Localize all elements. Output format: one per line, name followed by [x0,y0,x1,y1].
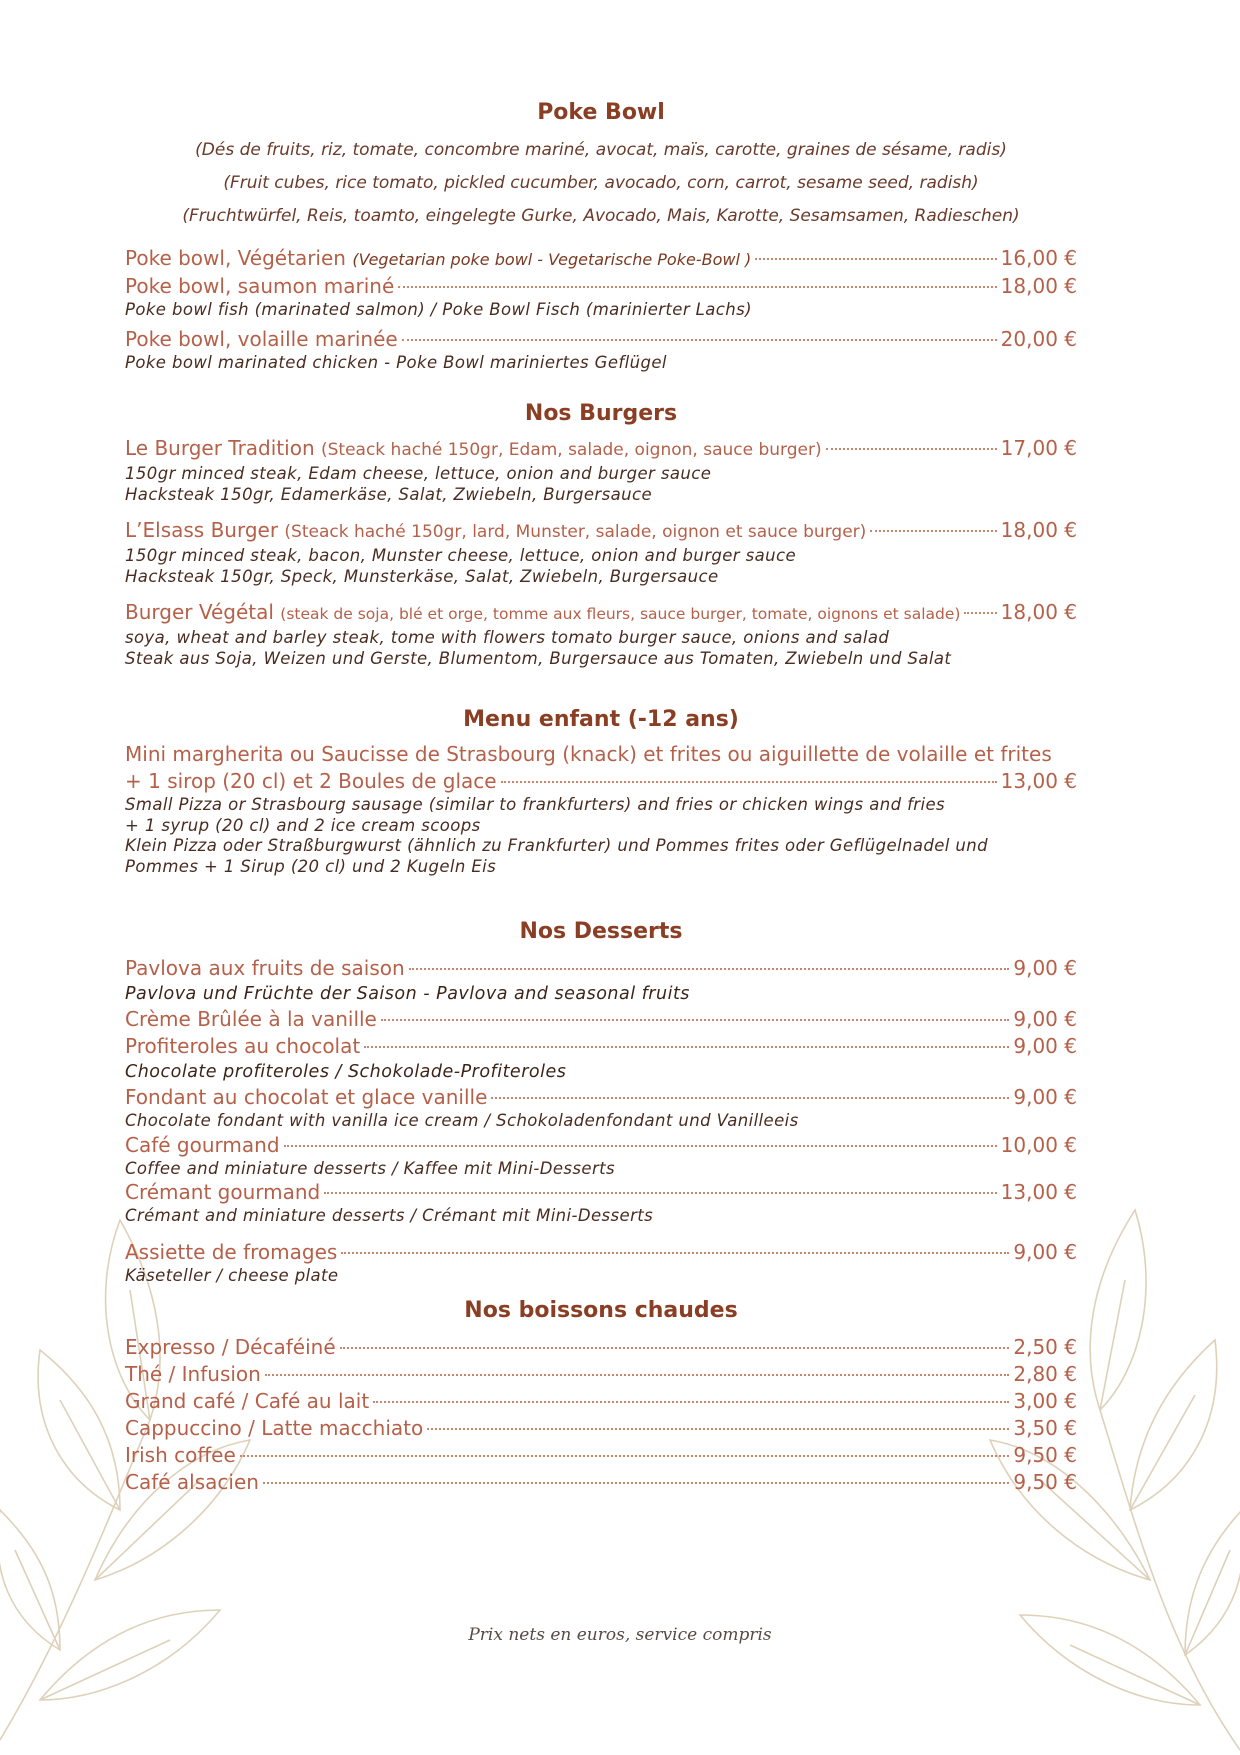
item-description: + 1 syrup (20 cl) and 2 ice cream scoops [125,815,481,835]
item-price: 10,00 € [1000,1132,1077,1157]
item-price: 3,50 € [1013,1416,1077,1440]
menu-item [125,245,1077,273]
item-price: 2,50 € [1013,1335,1077,1359]
item-name: Le Burger Tradition [125,436,315,460]
item-name: Crème Brûlée à la vanille [125,1007,377,1031]
item-name: Cappuccino / Latte macchiato [125,1416,424,1440]
item-name: Assiette de fromages [125,1239,338,1264]
menu-item [125,1006,1077,1033]
menu-item [125,1033,1077,1060]
kids-menu-line: Mini margherita ou Saucisse de Strasbourg (knack) et frites ou aiguillette de volaille et frites [125,742,1052,766]
leader-dots [324,1191,996,1194]
poke-intro-de: (Fruchtwürfel, Reis, toamto, eingelegte Gurke, Avocado, Mais, Karotte, Sesamsamen, Radieschen) [182,206,1020,226]
item-name: Café gourmand [125,1132,280,1157]
leader-dots [964,611,996,614]
item-name: Poke bowl, volaille marinée [125,326,398,351]
item-price: 13,00 € [1000,769,1077,793]
leader-dots [870,529,996,532]
menu-item [125,435,1077,464]
item-name: Expresso / Décaféiné [125,1335,336,1359]
item-name: Café alsacien [125,1470,259,1494]
item-description: Small Pizza or Strasbourg sausage (similar to frankfurters) and fries or chicken wings and fries [125,795,946,814]
item-price: 3,00 € [1013,1389,1077,1413]
item-price: 9,50 € [1013,1443,1077,1467]
menu-item [125,599,1077,628]
item-name: Irish coffee [125,1443,236,1467]
item-price: 18,00 € [1000,600,1077,624]
poke-intro-fr: (Dés de fruits, riz, tomate, concombre mariné, avocat, maïs, carotte, graines de sésame, radis) [195,140,1007,160]
item-price: 9,50 € [1013,1470,1077,1494]
leader-dots [501,780,997,783]
menu-item [125,1334,1077,1361]
item-description: Chocolate fondant with vanilla ice cream / Schokoladenfondant und Vanilleeis [125,1111,799,1130]
item-name: Crémant gourmand [125,1180,321,1204]
footer-note: Prix nets en euros, service compris [468,1625,772,1645]
item-price: 9,00 € [1013,956,1077,980]
section-title-kids-menu: Menu enfant (-12 ans) [463,707,739,732]
item-price: 9,00 € [1013,1239,1077,1264]
menu-item [125,1388,1077,1415]
menu-item [125,1179,1077,1206]
menu-item [125,326,1077,353]
leader-dots [427,1427,1009,1430]
leader-dots [340,1346,1010,1349]
poke-intro-en: (Fruit cubes, rice tomato, pickled cucumber, avocado, corn, carrot, sesame seed, radish) [223,173,979,193]
item-description: Poke bowl marinated chicken - Poke Bowl mariniertes Geflügel [125,352,667,372]
item-price: 17,00 € [1000,436,1077,460]
item-description: Pavlova und Früchte der Saison - Pavlova and seasonal fruits [125,984,690,1004]
menu-item [125,1361,1077,1388]
menu-item [125,768,1077,795]
item-subtitle: (Vegetarian poke bowl - Vegetarische Poke-Bowl ) [352,250,752,269]
leader-dots [284,1144,997,1147]
item-price: 16,00 € [1000,246,1077,270]
item-description: Pommes + 1 Sirup (20 cl) und 2 Kugeln Eis [125,856,497,876]
item-subtitle: (Steack haché 150gr, lard, Munster, salade, oignon et sauce burger) [284,522,867,542]
item-name: Pavlova aux fruits de saison [125,956,405,980]
item-name: Profiteroles au chocolat [125,1034,361,1058]
item-name: + 1 sirop (20 cl) et 2 Boules de glace [125,769,497,793]
item-description: 150gr minced steak, bacon, Munster cheese, lettuce, onion and burger sauce [125,546,797,565]
leader-dots [398,285,996,288]
leader-dots [381,1018,1010,1021]
section-title-hot-drinks: Nos boissons chaudes [464,1298,738,1323]
leader-dots [755,257,996,260]
section-title-burgers: Nos Burgers [524,401,678,426]
item-description: Klein Pizza oder Straßburgwurst (ähnlich zu Frankfurter) und Pommes frites oder Geflügelnadel und [125,836,988,855]
item-price: 9,00 € [1013,1085,1077,1109]
section-title-poke-bowl: Poke Bowl [537,100,665,125]
menu-item [125,517,1077,546]
item-description: soya, wheat and barley steak, tome with flowers tomato burger sauce, onions and salad [125,628,890,647]
menu-item [125,1442,1077,1469]
item-price: 9,00 € [1013,1007,1077,1031]
leader-dots [491,1096,1009,1099]
menu-content [125,96,1077,1496]
item-description: Poke bowl fish (marinated salmon) / Poke Bowl Fisch (marinierter Lachs) [125,300,752,319]
item-price: 9,00 € [1013,1034,1077,1058]
menu-item [125,955,1077,982]
item-price: 18,00 € [1000,518,1077,542]
item-description: Käseteller / cheese plate [125,1265,339,1285]
item-description: Coffee and miniature desserts / Kaffee mit Mini-Desserts [125,1158,615,1178]
item-name: Poke bowl, Végétarien [125,246,346,270]
menu-item [125,1415,1077,1442]
menu-item [125,273,1077,300]
menu-item [125,1132,1077,1159]
item-description: Steak aus Soja, Weizen und Gerste, Blumentom, Burgersauce aus Tomaten, Zwiebeln und Salat [125,648,952,668]
leader-dots [265,1373,1010,1376]
item-name: Poke bowl, saumon mariné [125,274,395,298]
item-price: 20,00 € [1000,326,1077,351]
leader-dots [373,1400,1009,1403]
item-price: 2,80 € [1013,1362,1077,1386]
item-name: L’Elsass Burger [125,518,279,542]
leader-dots [409,967,1010,970]
item-name: Fondant au chocolat et glace vanille [125,1085,488,1109]
item-name: Thé / Infusion [125,1362,261,1386]
item-description: Hacksteak 150gr, Speck, Munsterkäse, Salat, Zwiebeln, Burgersauce [125,566,719,586]
leader-dots [364,1045,1009,1048]
leader-dots [263,1481,1009,1484]
menu-item [125,1084,1077,1111]
menu-item [125,1469,1077,1496]
leader-dots [826,447,997,450]
leader-dots [341,1251,1009,1254]
leader-dots [240,1454,1010,1457]
item-description: 150gr minced steak, Edam cheese, lettuce, onion and burger sauce [125,464,712,483]
item-description: Chocolate profiteroles / Schokolade-Profiteroles [125,1062,567,1082]
item-description: Hacksteak 150gr, Edamerkäse, Salat, Zwiebeln, Burgersauce [125,484,653,504]
leader-dots [402,338,997,341]
item-price: 13,00 € [1000,1180,1077,1204]
item-name: Burger Végétal [125,600,274,624]
section-title-desserts: Nos Desserts [519,919,683,944]
item-description: Crémant and miniature desserts / Crémant mit Mini-Desserts [125,1206,654,1225]
item-subtitle: (steak de soja, blé et orge, tomme aux fleurs, sauce burger, tomate, oignons et salade) [280,605,961,623]
item-price: 18,00 € [1000,274,1077,298]
item-name: Grand café / Café au lait [125,1389,370,1413]
item-subtitle: (Steack haché 150gr, Edam, salade, oignon, sauce burger) [320,440,822,460]
menu-item [125,1239,1077,1266]
